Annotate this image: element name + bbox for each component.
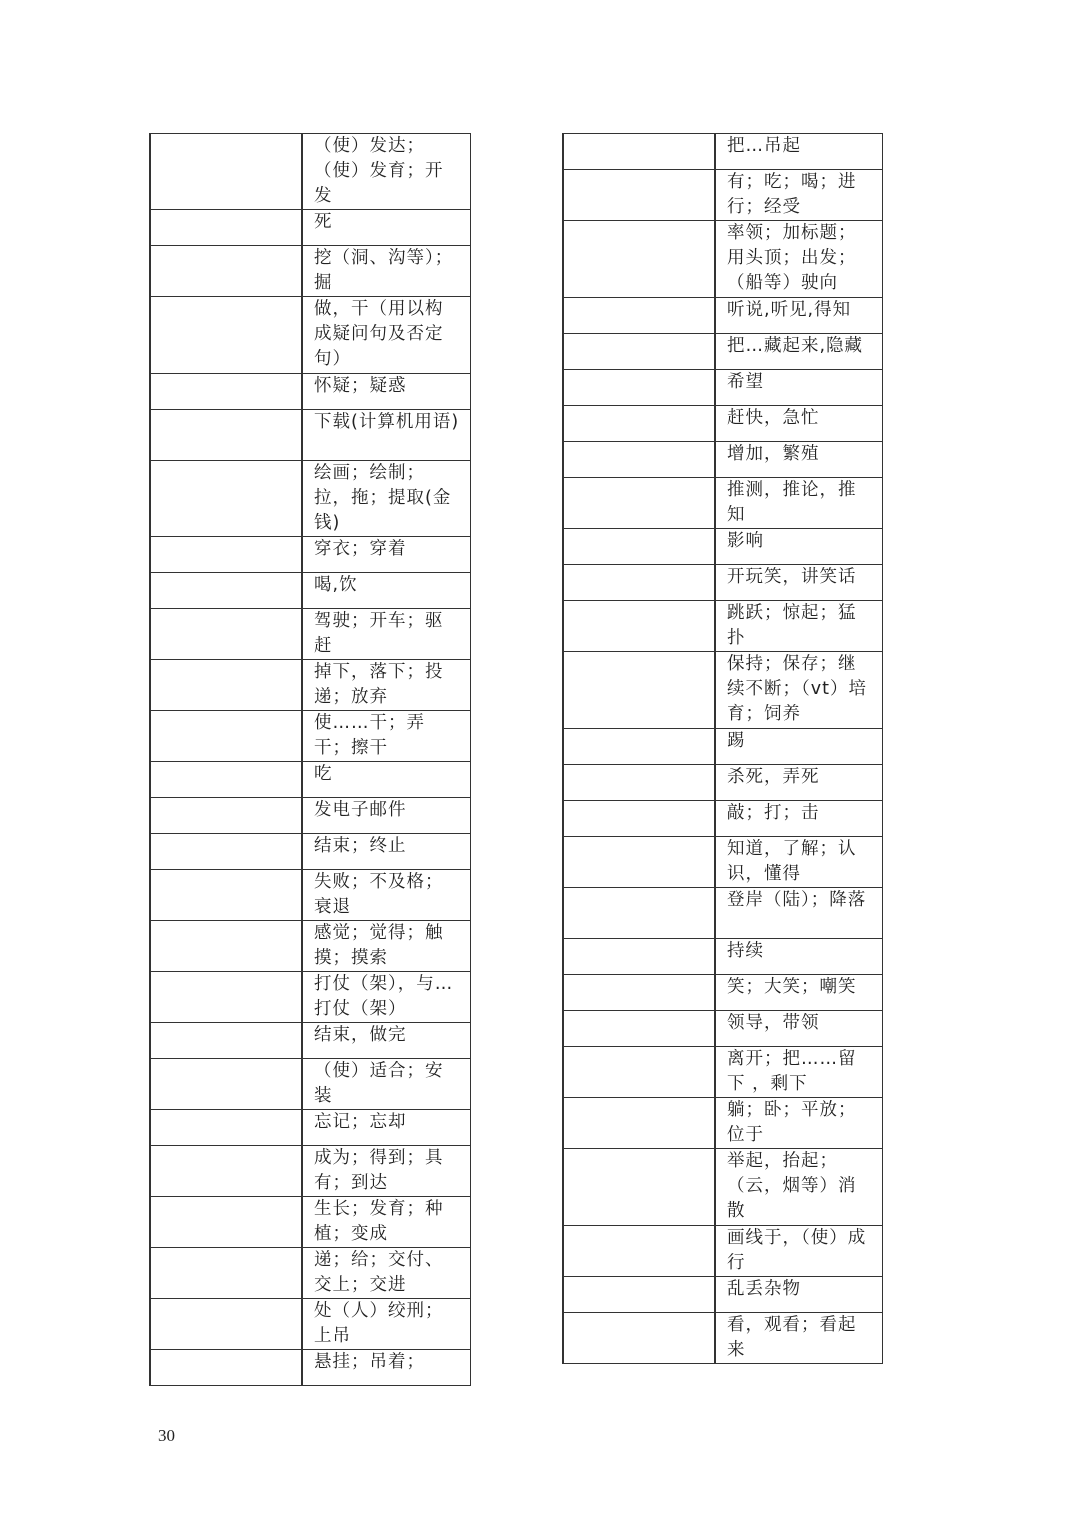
left-table-row [150,297,470,374]
left-table-row [150,1197,470,1248]
right-table-row [563,529,882,565]
meaning-cell: 把…藏起来,隐藏 [715,334,882,370]
right-table-row [563,601,882,652]
word-blank-cell [563,1226,715,1277]
word-blank-cell [150,134,302,210]
word-blank-cell [150,1146,302,1197]
word-blank-cell [150,1197,302,1248]
word-blank-cell [563,1149,715,1226]
meaning-cell: 增加，繁殖 [715,442,882,478]
word-blank-cell [150,573,302,609]
meaning-cell: 赶快，急忙 [715,406,882,442]
meaning-cell: 结束，做完 [302,1023,470,1059]
left-table-row [150,374,470,410]
left-table-row [150,609,470,660]
word-blank-cell [563,478,715,529]
meaning-cell: 发电子邮件 [302,798,470,834]
right-table-row [563,837,882,888]
meaning-cell: 敲；打；击 [715,801,882,837]
right-vocab-table [562,133,883,1364]
left-table-row [150,798,470,834]
right-table-row [563,478,882,529]
meaning-cell: 下载(计算机用语) [302,410,470,461]
left-table-row [150,1299,470,1350]
right-table-row [563,1098,882,1149]
meaning-cell: 掉下，落下；投递；放弃 [302,660,470,711]
word-blank-cell [150,711,302,762]
left-table-row [150,1248,470,1299]
meaning-cell: 画线于，（使）成行 [715,1226,882,1277]
word-blank-cell [563,601,715,652]
right-table-row [563,765,882,801]
word-blank-cell [563,801,715,837]
word-blank-cell [563,975,715,1011]
meaning-cell: 穿衣；穿着 [302,537,470,573]
word-blank-cell [150,798,302,834]
word-blank-cell [563,1047,715,1098]
word-blank-cell [563,1277,715,1313]
meaning-cell: 失败；不及格；衰退 [302,870,470,921]
right-table-row [563,442,882,478]
word-blank-cell [563,652,715,729]
word-blank-cell [150,1059,302,1110]
right-table-row [563,1149,882,1226]
meaning-cell: 保持；保存；继续不断；（vt）培育；饲养 [715,652,882,729]
right-table-row [563,652,882,729]
word-blank-cell [563,134,715,170]
page-number: 30 [158,1426,175,1445]
word-blank-cell [563,765,715,801]
right-table-row [563,888,882,939]
left-table-row [150,1023,470,1059]
right-table-row [563,334,882,370]
meaning-cell: 结束；终止 [302,834,470,870]
meaning-cell: 死 [302,210,470,246]
meaning-cell: 看，观看；看起来 [715,1313,882,1364]
word-blank-cell [563,221,715,298]
left-table-row [150,1350,470,1386]
meaning-cell: 使……干；弄干；擦干 [302,711,470,762]
word-blank-cell [563,1098,715,1149]
meaning-cell: 忘记；忘却 [302,1110,470,1146]
meaning-cell: 领导，带领 [715,1011,882,1047]
meaning-cell: 开玩笑，讲笑话 [715,565,882,601]
word-blank-cell [563,888,715,939]
word-blank-cell [150,1023,302,1059]
word-blank-cell [150,1350,302,1386]
meaning-cell: 乱丢杂物 [715,1277,882,1313]
right-table-row [563,1047,882,1098]
word-blank-cell [563,170,715,221]
right-table-row [563,406,882,442]
left-table-row [150,537,470,573]
meaning-cell: 率领；加标题；用头顶；出发；（船等）驶向 [715,221,882,298]
meaning-cell: 悬挂；吊着； [302,1350,470,1386]
meaning-cell: 持续 [715,939,882,975]
word-blank-cell [150,609,302,660]
word-blank-cell [563,406,715,442]
word-blank-cell [150,762,302,798]
left-table-row [150,762,470,798]
meaning-cell: 有；吃；喝；进行；经受 [715,170,882,221]
left-table-row [150,1110,470,1146]
meaning-cell: 把…吊起 [715,134,882,170]
meaning-cell: 举起，抬起；（云，烟等）消散 [715,1149,882,1226]
left-table-row [150,573,470,609]
meaning-cell: （使）适合；安装 [302,1059,470,1110]
right-table-row [563,1277,882,1313]
meaning-cell: 打仗（架），与… 打仗（架） [302,972,470,1023]
right-table-row [563,170,882,221]
meaning-cell: 离开；把……留下 ，剩下 [715,1047,882,1098]
word-blank-cell [563,1011,715,1047]
meaning-cell: 生长；发育；种植；变成 [302,1197,470,1248]
meaning-cell: 吃 [302,762,470,798]
word-blank-cell [563,729,715,765]
meaning-cell: 笑；大笑；嘲笑 [715,975,882,1011]
word-blank-cell [150,410,302,461]
meaning-cell: 做，干（用以构成疑问句及否定句） [302,297,470,374]
meaning-cell: 喝,饮 [302,573,470,609]
meaning-cell: 递；给；交付、交上；交进 [302,1248,470,1299]
right-table-row [563,370,882,406]
meaning-cell: 怀疑；疑惑 [302,374,470,410]
meaning-cell: 跳跃；惊起；猛扑 [715,601,882,652]
word-blank-cell [150,537,302,573]
left-vocab-table [149,133,471,1386]
word-blank-cell [150,921,302,972]
meaning-cell: 推测，推论，推知 [715,478,882,529]
meaning-cell: 驾驶；开车；驱赶 [302,609,470,660]
meaning-cell: 影响 [715,529,882,565]
meaning-cell: 希望 [715,370,882,406]
right-table-row [563,1313,882,1364]
word-blank-cell [150,210,302,246]
left-table-row [150,134,470,210]
right-table-row [563,1011,882,1047]
word-blank-cell [563,529,715,565]
right-table-row [563,801,882,837]
left-table-row [150,210,470,246]
right-table-row [563,298,882,334]
word-blank-cell [150,1110,302,1146]
meaning-cell: （使）发达；（使）发育；开发 [302,134,470,210]
left-table-row [150,660,470,711]
word-blank-cell [150,297,302,374]
left-table-row [150,870,470,921]
word-blank-cell [150,1248,302,1299]
word-blank-cell [563,1313,715,1364]
word-blank-cell [150,461,302,537]
left-table-row [150,1146,470,1197]
word-blank-cell [563,837,715,888]
right-table-row [563,221,882,298]
word-blank-cell [150,834,302,870]
left-table-row [150,921,470,972]
word-blank-cell [563,298,715,334]
left-table-row [150,1059,470,1110]
right-table-row [563,565,882,601]
word-blank-cell [563,370,715,406]
meaning-cell: 踢 [715,729,882,765]
meaning-cell: 挖（洞、沟等）；掘 [302,246,470,297]
meaning-cell: 杀死，弄死 [715,765,882,801]
word-blank-cell [563,565,715,601]
left-table-row [150,834,470,870]
left-table-row [150,461,470,537]
meaning-cell: 成为；得到；具有；到达 [302,1146,470,1197]
meaning-cell: 听说,听见,得知 [715,298,882,334]
word-blank-cell [150,870,302,921]
meaning-cell: 绘画；绘制；拉，拖；提取(金钱) [302,461,470,537]
left-table-row [150,246,470,297]
meaning-cell: 知道，了解；认识，懂得 [715,837,882,888]
word-blank-cell [150,374,302,410]
meaning-cell: 登岸（陆）；降落 [715,888,882,939]
word-blank-cell [563,939,715,975]
right-table-row [563,939,882,975]
word-blank-cell [563,442,715,478]
word-blank-cell [150,972,302,1023]
word-blank-cell [150,660,302,711]
meaning-cell: 躺；卧；平放；位于 [715,1098,882,1149]
right-table-row [563,1226,882,1277]
meaning-cell: 感觉；觉得；触摸；摸索 [302,921,470,972]
right-table-row [563,729,882,765]
right-table-row [563,134,882,170]
word-blank-cell [150,1299,302,1350]
left-table-row [150,972,470,1023]
word-blank-cell [150,246,302,297]
left-table-row [150,711,470,762]
right-table-row [563,975,882,1011]
word-blank-cell [563,334,715,370]
left-table-row [150,410,470,461]
meaning-cell: 处（人）绞刑；上吊 [302,1299,470,1350]
